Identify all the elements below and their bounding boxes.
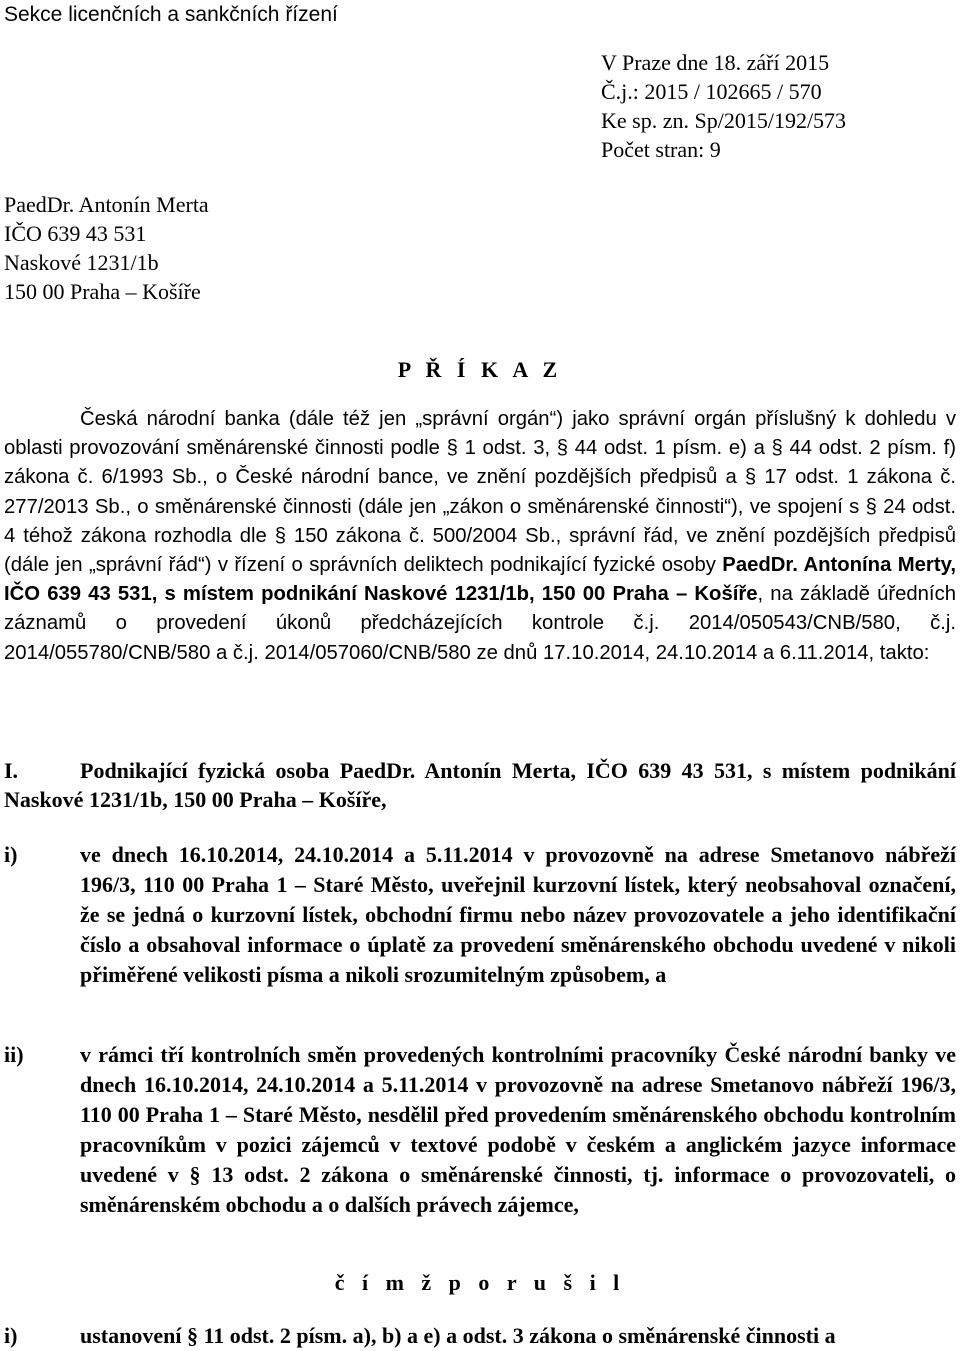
list-item-label: i)	[4, 842, 18, 867]
section-number: I.	[4, 758, 19, 783]
list-item	[4, 840, 956, 990]
list-item-text: v rámci tří kontrolních směn provedených kontrolními pracovníky České národní banky ve dnech 16.10.2014, 24.10.2014 a 5.11.2014 v provozovně na adrese Smetanovo nábřeží 196/3, 110 00 Praha 1 – Staré Město, nesdělil před provedením směnárenského obchodu kontrolním pracovníkům v pozici zájemců v textové podobě v českém a anglickém jazyce informace uvedené v § 13 odst. 2 zákona o směnárenské činnosti, tj. informace o provozovateli, o směnárenském obchodu a o dalších právech zájemce,	[80, 1042, 956, 1217]
addressee-block	[4, 190, 209, 306]
addressee-street: Naskové 1231/1b	[4, 250, 159, 275]
list-item	[4, 1321, 956, 1351]
addressee-name: PaedDr. Antonín Merta	[4, 192, 209, 217]
list-item-text: ustanovení § 11 odst. 2 písm. a), b) a e) a odst. 3 zákona o směnárenské činnosti a	[80, 1323, 836, 1348]
department-name: Sekce licenčních a sankčních řízení	[4, 3, 338, 26]
list-item	[4, 1040, 956, 1220]
list-item-text: ve dnech 16.10.2014, 24.10.2014 a 5.11.2014 v provozovně na adrese Smetanovo nábřeží 196/3, 110 00 Praha 1 – Staré Město, uveřejnil kurzovní lístek, který neobsahoval označení, že se jedná o kurzovní lístek, obchodní firmu nebo název provozovatele a jeho identifikační číslo a obsahoval informace o úplatě za provedení směnárenského obchodu uvedené v nikoli přiměřené velikosti písma a nikoli srozumitelným způsobem, a	[80, 842, 956, 987]
document-title: P Ř Í K A Z	[397, 357, 563, 382]
addressee-city: 150 00 Praha – Košíře	[4, 279, 201, 304]
reference-number: Č.j.: 2015 / 102665 / 570	[601, 79, 822, 104]
intro-paragraph	[4, 405, 956, 668]
page-count: Počet stran: 9	[601, 137, 721, 162]
document-meta	[601, 48, 931, 164]
list-item-label: ii)	[4, 1042, 24, 1067]
intro-bold-party: PaedDr. Antonína Merty, IČO 639 43 531, s místem podnikání Naskové 1231/1b, 150 00 Praha – Košíře	[4, 554, 956, 606]
section-text: Podnikající fyzická osoba PaedDr. Antonín Merta, IČO 639 43 531, s místem podnikání Naskové 1231/1b, 150 00 Praha – Košíře,	[4, 758, 956, 812]
file-number: Ke sp. zn. Sp/2015/192/573	[601, 108, 847, 133]
addressee-ico: IČO 639 43 531	[4, 221, 147, 246]
section-i	[4, 756, 956, 814]
intro-text-part1: Česká národní banka (dále též jen „správní orgán“) jako správní orgán příslušný k dohledu v oblasti provozování směnárenské činnosti podle § 1 odst. 3, § 44 odst. 1 písm. e) a § 44 odst. 2 písm. f) zákona č. 6/1993 Sb., o České národní bance, ve znění pozdějších předpisů a § 17 odst. 1 zákona č. 277/2013 Sb., o směnárenské činnosti (dále jen „zákon o směnárenské činnosti“), ve spojení s § 24 odst. 4 téhož zákona rozhodla dle § 150 zákona č. 500/2004 Sb., správní řád, ve znění pozdějších předpisů (dále jen „správní řád“) v řízení o správních deliktech podnikající fyzické osoby	[4, 408, 956, 577]
intro-text-part2: , na základě úředních záznamů o provedení úkonů předcházejících kontrole č.j. 2014/050543/CNB/580, č.j. 2014/055780/CNB/580 a č.j. 2014/057060/CNB/580 ze dnů 17.10.2014, 24.10.2014 a 6.11.2014, takto:	[4, 583, 956, 664]
date-line: V Praze dne 18. září 2015	[601, 50, 830, 75]
list-item-label: i)	[4, 1323, 18, 1348]
verdict-heading: č í m ž p o r u š i l	[334, 1270, 626, 1295]
